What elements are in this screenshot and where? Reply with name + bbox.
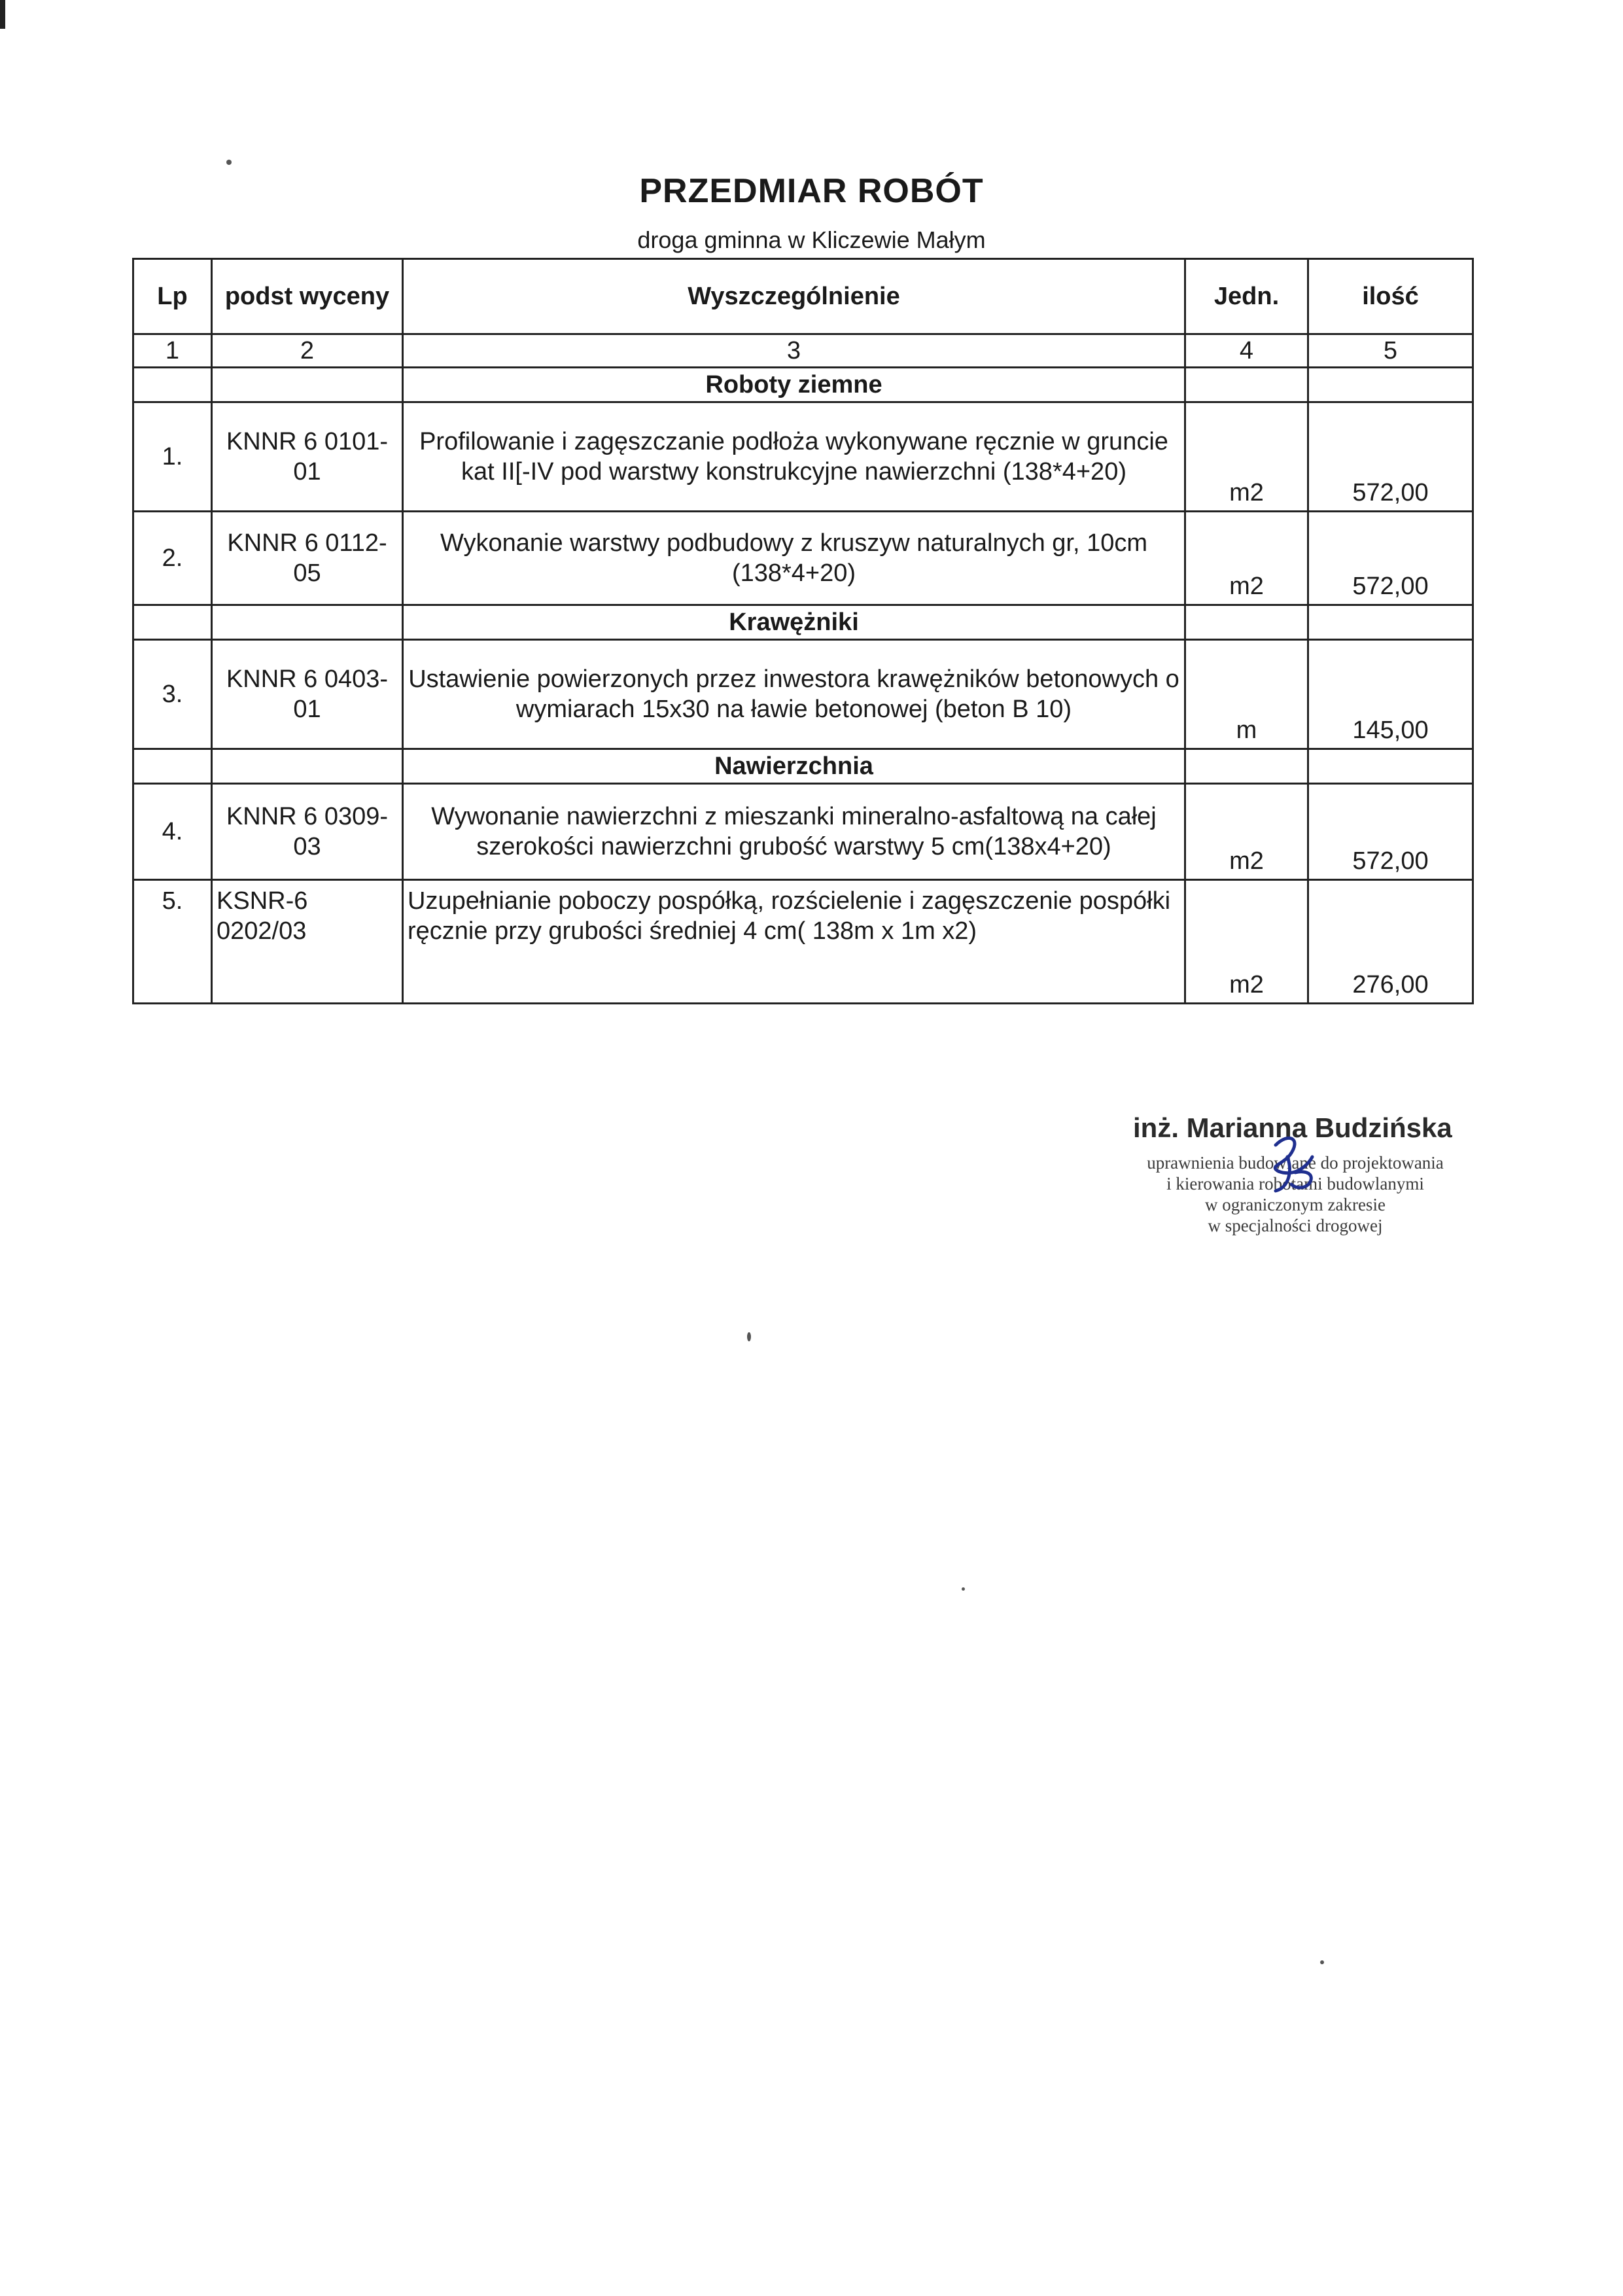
stamp-line: w specjalności drogowej	[1208, 1216, 1383, 1235]
row-lp: 4.	[133, 784, 212, 880]
row-unit: m2	[1185, 784, 1308, 880]
column-number-row	[133, 334, 1473, 368]
column-number: 1	[133, 334, 212, 368]
section-cell-empty	[212, 749, 403, 784]
row-code: KNNR 6 0112-05	[212, 512, 403, 605]
row-unit: m2	[1185, 512, 1308, 605]
column-number: 5	[1308, 334, 1473, 368]
section-cell-empty	[133, 368, 212, 402]
section-row	[133, 368, 1473, 402]
row-quantity: 572,00	[1308, 402, 1473, 512]
scan-speck	[226, 160, 232, 165]
row-unit: m2	[1185, 402, 1308, 512]
handwritten-signature	[1249, 1125, 1328, 1204]
section-cell-empty	[1185, 368, 1308, 402]
table-row	[133, 784, 1473, 880]
row-description: Profilowanie i zagęszczanie podłoża wykonywane ręcznie w gruncie kat II[-IV pod warstwy konstrukcyjne nawierzchni (138*4+20)	[403, 402, 1185, 512]
section-cell-empty	[1308, 605, 1473, 640]
row-description: Ustawienie powierzonych przez inwestora krawężników betonowych o wymiarach 15x30 na ławie betonowej (beton B 10)	[403, 640, 1185, 749]
section-cell-empty	[1308, 749, 1473, 784]
section-cell-empty	[1308, 368, 1473, 402]
section-title: Krawężniki	[403, 605, 1185, 640]
column-number: 3	[403, 334, 1185, 368]
document-subtitle: droga gminna w Kliczewie Małym	[637, 226, 986, 253]
section-cell-empty	[212, 605, 403, 640]
row-code: KSNR-6 0202/03	[212, 880, 403, 1004]
row-lp: 5.	[133, 880, 212, 1004]
section-cell-empty	[1185, 605, 1308, 640]
stamp-line: uprawnienia budowlane do projektowania	[1147, 1153, 1444, 1173]
scan-edge-mark	[0, 0, 5, 29]
section-cell-empty	[133, 605, 212, 640]
cost-estimate-table	[132, 258, 1474, 1004]
row-code: KNNR 6 0101-01	[212, 402, 403, 512]
row-code: KNNR 6 0403-01	[212, 640, 403, 749]
row-quantity: 572,00	[1308, 512, 1473, 605]
row-quantity: 145,00	[1308, 640, 1473, 749]
section-title: Nawierzchnia	[403, 749, 1185, 784]
header-basis: podst wyceny	[212, 259, 403, 334]
stamp-line: w ograniczonym zakresie	[1205, 1195, 1386, 1214]
column-number: 4	[1185, 334, 1308, 368]
header-unit: Jedn.	[1185, 259, 1308, 334]
row-unit: m	[1185, 640, 1308, 749]
row-quantity: 276,00	[1308, 880, 1473, 1004]
row-quantity: 572,00	[1308, 784, 1473, 880]
section-cell-empty	[1185, 749, 1308, 784]
row-unit: m2	[1185, 880, 1308, 1004]
row-code: KNNR 6 0309-03	[212, 784, 403, 880]
row-lp: 2.	[133, 512, 212, 605]
row-description: Wykonanie warstwy podbudowy z kruszyw naturalnych gr, 10cm (138*4+20)	[403, 512, 1185, 605]
header-lp: Lp	[133, 259, 212, 334]
scan-speck	[747, 1332, 751, 1341]
stamp-name: inż. Marianna Budzińska	[1133, 1112, 1452, 1143]
table-row	[133, 640, 1473, 749]
stamp-line: i kierowania robotami budowlanymi	[1166, 1174, 1424, 1193]
engineer-stamp	[1112, 1112, 1478, 1250]
section-cell-empty	[133, 749, 212, 784]
column-number: 2	[212, 334, 403, 368]
header-description: Wyszczególnienie	[403, 259, 1185, 334]
section-title: Roboty ziemne	[403, 368, 1185, 402]
row-lp: 1.	[133, 402, 212, 512]
row-description: Uzupełnianie poboczy pospółką, rozścielenie i zagęszczenie pospółki ręcznie przy grubości średniej 4 cm( 138m x 1m x2)	[403, 880, 1185, 1004]
scan-speck	[1320, 1960, 1324, 1964]
table-row	[133, 512, 1473, 605]
header-row	[133, 259, 1473, 334]
row-description: Wywonanie nawierzchni z mieszanki mineralno-asfaltową na całej szerokości nawierzchni grubość warstwy 5 cm(138x4+20)	[403, 784, 1185, 880]
row-lp: 3.	[133, 640, 212, 749]
table-row	[133, 402, 1473, 512]
section-row	[133, 605, 1473, 640]
section-cell-empty	[212, 368, 403, 402]
scan-speck	[962, 1587, 965, 1591]
table-row	[133, 880, 1473, 1004]
section-row	[133, 749, 1473, 784]
header-quantity: ilość	[1308, 259, 1473, 334]
document-title: PRZEDMIAR ROBÓT	[639, 172, 984, 210]
